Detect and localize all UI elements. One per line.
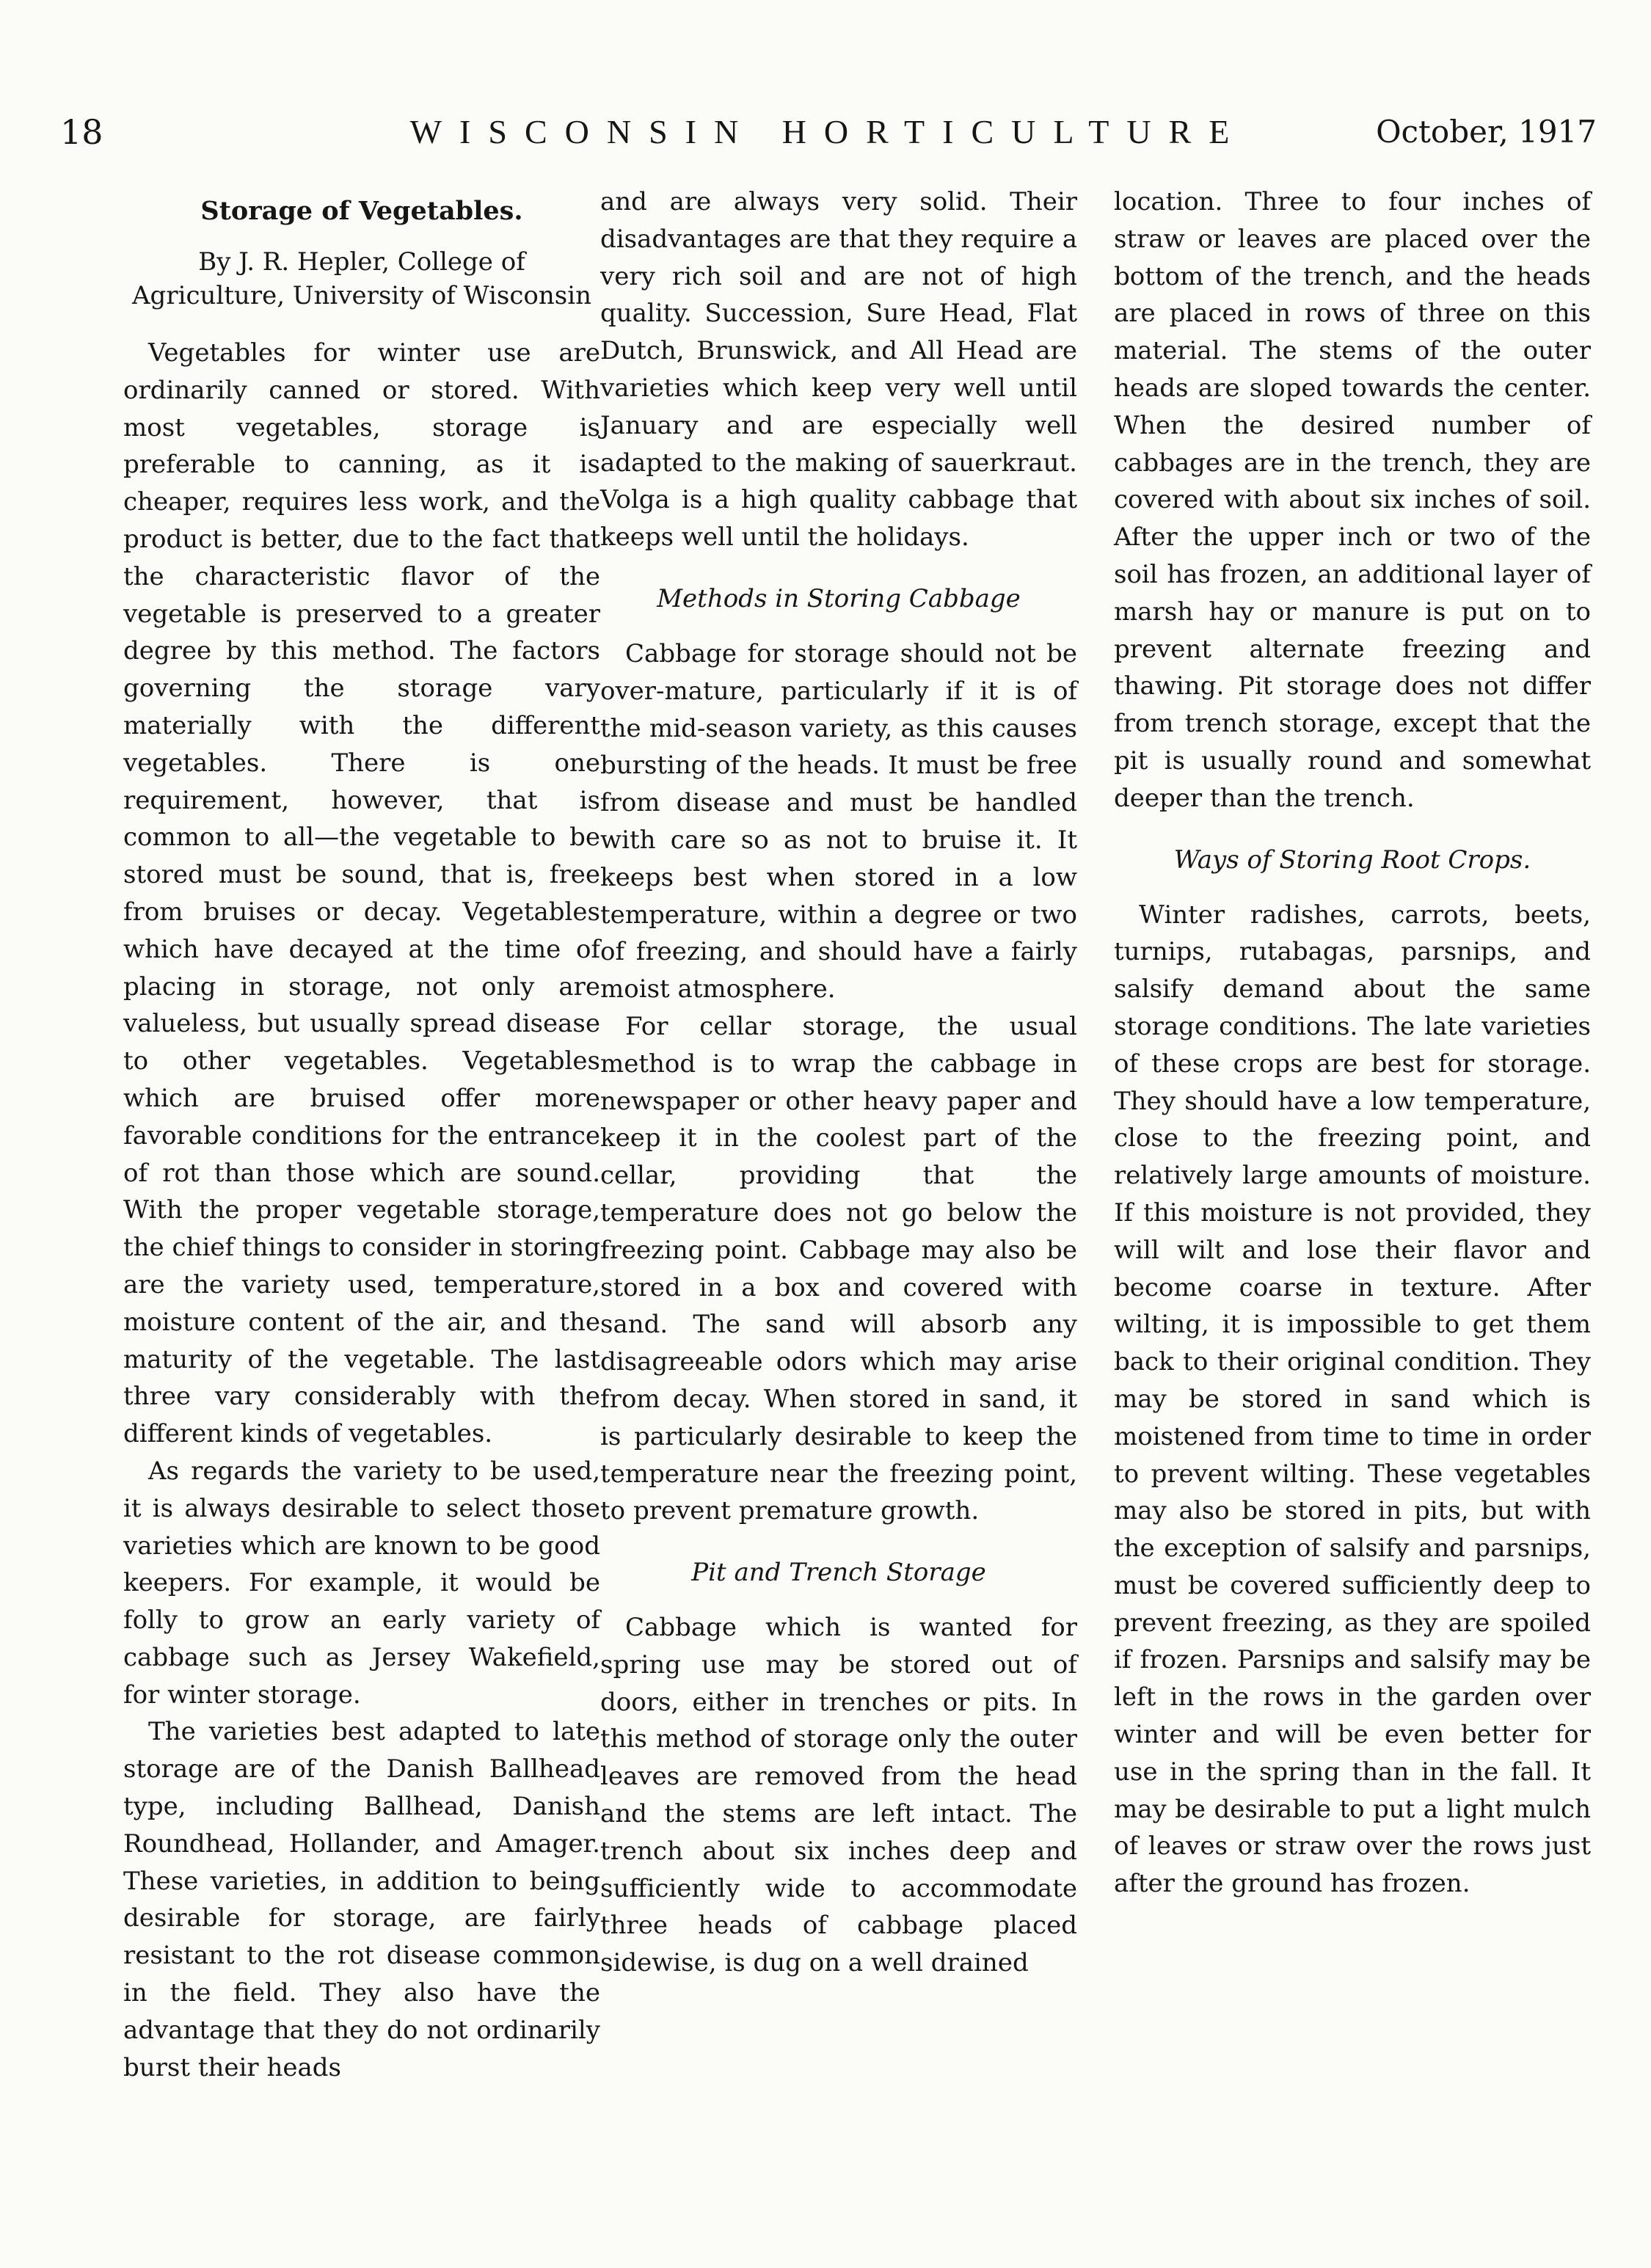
paragraph: Cabbage for storage should not be over-mature, particularly if it is of the mid-season variety, as this causes bursting of the heads. It must be free from disease and must be handled with care so as not to bruise it. It keeps best when stored in a low temperature, within a degree or two of freezing, and should have a fairly moist atmosphere. (600, 638, 1077, 1004)
page-header (60, 110, 1597, 161)
paragraph: Cabbage which is wanted for spring use may be stored out of doors, either in trenches or pits. In this method of storage only the outer leaves are removed from the head and the stems are left intact. The trench about six inches deep and sufficiently wide to accommodate three heads of cabbage placed sidewise, is dug on a well drained (600, 1613, 1077, 1978)
article-title: Storage of Vegetables. (200, 196, 523, 226)
column-3 (1114, 183, 1591, 1903)
column-2 (600, 183, 1077, 1982)
paragraph: Vegetables for winter use are ordinarily canned or stored. With most vegetables, storage is preferable to canning, as it is cheaper, requires less work, and the product is better, due to the fact that the characteristic flavor of the vegetable is preserved to a greater degree by this method. The factors governing the storage vary materially with the different vegetables. There is one requirement, however, that is common to all—the vegetable to be stored must be sound, that is, free from bruises or decay. Vegetables which have decayed at the time of placing in storage, not only are valueless, but usually spread disease to other vegetables. Vegetables which are bruised offer more favorable conditions for the entrance of rot than those which are sound. With the proper vegetable storage, the chief things to consider in storing are the variety used, temperature, moisture content of the air, and the maturity of the vegetable. The last three vary considerably with the different kinds of vegetables. (123, 338, 600, 1449)
section-heading-pit-trench-storage: Pit and Trench Storage (691, 1558, 986, 1588)
paragraph: Winter radishes, carrots, beets, turnips, rutabagas, parsnips, and salsify demand about the same storage conditions. The late varieties of these crops are best for storage. They should have a low temperature, close to the freezing point, and relatively large amounts of moisture. If this moisture is not provided, they will wilt and lose their flavor and become coarse in texture. After wilting, it is impossible to get them back to their original condition. They may be stored in sand which is moistened from time to time in order to prevent wilting. These vegetables may also be stored in pits, but with the exception of salsify and parsnips, must be covered sufficiently deep to prevent freezing, as they are spoiled if frozen. Parsnips and salsify may be left in the rows in the garden over winter and will be even better for use in the spring than in the fall. It may be desirable to put a light mulch of leaves or straw over the rows just after the ground has frozen. (1114, 900, 1591, 1899)
issue-date: October, 1917 (1376, 114, 1597, 150)
section-heading-root-crops: Ways of Storing Root Crops. (1173, 845, 1531, 875)
page-number: 18 (60, 112, 103, 152)
journal-title: WISCONSIN HORTICULTURE (409, 113, 1247, 150)
paragraph: The varieties best adapted to late storage are of the Danish Ballhead type, including Ballhead, Danish Roundhead, Hollander, and Amager. These varieties, in addition to being desirable for storage, are fairly resistant to the rot disease common in the field. They also have the advantage that they do not ordinarily burst their heads (123, 1717, 600, 2082)
paragraph: For cellar storage, the usual method is to wrap the cabbage in newspaper or other heavy paper and keep it in the coolest part of the cellar, providing that the temperature does not go below the freezing point. Cabbage may also be stored in a box and covered with sand. The sand will absorb any disagreeable odors which may arise from decay. When stored in sand, it is particularly desirable to keep the temperature near the freezing point, to prevent premature growth. (600, 1011, 1077, 1526)
paragraph: and are always very solid. Their disadvantages are that they require a very rich soil and are not of high quality. Succession, Sure Head, Flat Dutch, Brunswick, and All Head are varieties which keep very well until January and are especially well adapted to the making of sauerkraut. Volga is a high quality cabbage that keeps well until the holidays. (600, 187, 1077, 553)
column-1 (123, 183, 600, 2086)
paragraph: location. Three to four inches of straw or leaves are placed over the bottom of the trench, and the heads are placed in rows of three on this material. The stems of the outer heads are sloped towards the center. When the desired number of cabbages are in the trench, they are covered with about six inches of soil. After the upper inch or two of the soil has frozen, an additional layer of marsh hay or manure is put on to prevent alternate freezing and thawing. Pit storage does not differ from trench storage, except that the pit is usually round and somewhat deeper than the trench. (1114, 187, 1591, 813)
section-heading-methods-storing-cabbage: Methods in Storing Cabbage (657, 583, 1021, 613)
paragraph: As regards the variety to be used, it is always desirable to select those varieties which are known to be good keepers. For example, it would be folly to grow an early variety of cabbage such as Jersey Wakefield, for winter storage. (123, 1456, 600, 1710)
article-byline: By J. R. Hepler, College of Agriculture, University of Wisconsin (132, 247, 591, 310)
